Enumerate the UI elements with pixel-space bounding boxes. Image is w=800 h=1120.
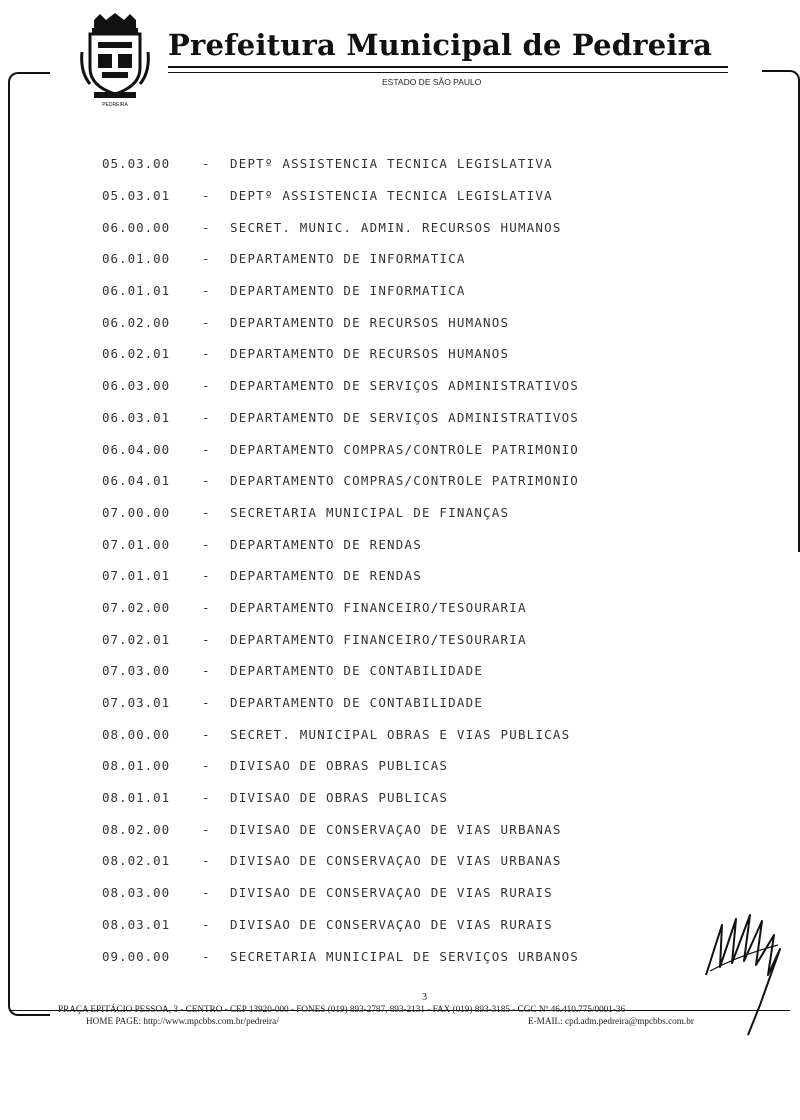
- row-description: DIVISAO DE OBRAS PUBLICAS: [230, 758, 449, 774]
- row-code: 07.01.00: [102, 536, 171, 552]
- list-item: [102, 592, 579, 624]
- list-item: [102, 148, 579, 180]
- row-separator: -: [202, 790, 210, 806]
- row-code: 06.03.01: [102, 409, 171, 425]
- header-rule: [168, 66, 728, 68]
- row-separator: -: [202, 283, 210, 299]
- list-item: [102, 243, 579, 275]
- page-title: Prefeitura Municipal de Pedreira: [168, 28, 713, 62]
- list-item: [102, 655, 579, 687]
- municipal-seal-icon: [80, 12, 150, 108]
- row-description: DEPARTAMENTO FINANCEIRO/TESOURARIA: [230, 631, 527, 647]
- row-separator: -: [202, 821, 210, 837]
- row-code: 08.02.00: [102, 821, 171, 837]
- row-separator: -: [202, 948, 210, 964]
- row-separator: -: [202, 853, 210, 869]
- footer-address: PRAÇA EPITÁCIO PESSOA, 3 - CENTRO - CEP 13920-000 - FONES (019) 893-2787, 893-2131 - FAX (019) 893-3185 - CGC Nº 46.410.775/0001-36: [58, 1004, 626, 1014]
- row-separator: -: [202, 409, 210, 425]
- row-code: 09.00.00: [102, 948, 171, 964]
- row-code: 06.03.00: [102, 378, 171, 394]
- row-separator: -: [202, 916, 210, 932]
- list-item: [102, 845, 579, 877]
- list-item: [102, 718, 579, 750]
- page-frame-left: [8, 72, 50, 1016]
- list-item: [102, 306, 579, 338]
- row-code: 05.03.01: [102, 188, 171, 204]
- row-description: SECRET. MUNICIPAL OBRAS E VIAS PUBLICAS: [230, 726, 571, 742]
- list-item: [102, 211, 579, 243]
- row-description: DEPARTAMENTO DE RECURSOS HUMANOS: [230, 346, 510, 362]
- list-item: [102, 433, 579, 465]
- row-code: 08.03.00: [102, 885, 171, 901]
- row-separator: -: [202, 631, 210, 647]
- list-item: [102, 940, 579, 972]
- row-code: 08.00.00: [102, 726, 171, 742]
- row-description: DEPARTAMENTO DE RENDAS: [230, 536, 422, 552]
- row-code: 07.03.01: [102, 695, 171, 711]
- row-separator: -: [202, 536, 210, 552]
- row-separator: -: [202, 473, 210, 489]
- row-code: 08.02.01: [102, 853, 171, 869]
- row-description: DEPARTAMENTO DE INFORMATICA: [230, 251, 466, 267]
- row-code: 07.02.01: [102, 631, 171, 647]
- row-code: 06.02.01: [102, 346, 171, 362]
- row-separator: -: [202, 504, 210, 520]
- list-item: [102, 750, 579, 782]
- row-code: 08.01.01: [102, 790, 171, 806]
- row-separator: -: [202, 726, 210, 742]
- list-item: [102, 813, 579, 845]
- row-separator: -: [202, 758, 210, 774]
- footer-homepage: HOME PAGE: http://www.mpcbbs.com.br/pedreira/: [86, 1016, 279, 1026]
- row-description: DEPARTAMENTO DE RECURSOS HUMANOS: [230, 314, 510, 330]
- row-separator: -: [202, 663, 210, 679]
- row-code: 07.03.00: [102, 663, 171, 679]
- row-code: 08.01.00: [102, 758, 171, 774]
- list-item: [102, 782, 579, 814]
- row-code: 08.03.01: [102, 916, 171, 932]
- row-code: 06.00.00: [102, 219, 171, 235]
- list-item: [102, 560, 579, 592]
- row-separator: -: [202, 156, 210, 172]
- row-description: DEPTº ASSISTENCIA TECNICA LEGISLATIVA: [230, 188, 553, 204]
- list-item: [102, 370, 579, 402]
- row-separator: -: [202, 346, 210, 362]
- row-description: DEPARTAMENTO FINANCEIRO/TESOURARIA: [230, 599, 527, 615]
- list-item: [102, 338, 579, 370]
- row-separator: -: [202, 599, 210, 615]
- row-separator: -: [202, 188, 210, 204]
- list-item: [102, 877, 579, 909]
- department-list: [102, 148, 579, 972]
- row-code: 06.01.00: [102, 251, 171, 267]
- row-code: 05.03.00: [102, 156, 171, 172]
- row-separator: -: [202, 314, 210, 330]
- footer-email: E-MAIL: cpd.adm.pedreira@mpcbbs.com.br: [528, 1016, 694, 1026]
- row-description: DEPARTAMENTO DE CONTABILIDADE: [230, 663, 484, 679]
- row-description: DIVISAO DE CONSERVAÇAO DE VIAS RURAIS: [230, 916, 553, 932]
- page-frame-right: [762, 70, 800, 552]
- row-description: DEPARTAMENTO DE INFORMATICA: [230, 283, 466, 299]
- row-description: DEPARTAMENTO DE RENDAS: [230, 568, 422, 584]
- row-code: 06.04.00: [102, 441, 171, 457]
- row-description: SECRET. MUNIC. ADMIN. RECURSOS HUMANOS: [230, 219, 562, 235]
- page-subtitle: ESTADO DE SÃO PAULO: [382, 77, 482, 87]
- seal-text: PEDREIRA: [102, 102, 128, 108]
- list-item: [102, 497, 579, 529]
- row-separator: -: [202, 378, 210, 394]
- list-item: [102, 909, 579, 941]
- row-description: DIVISAO DE CONSERVAÇAO DE VIAS URBANAS: [230, 821, 562, 837]
- row-code: 06.04.01: [102, 473, 171, 489]
- row-description: DEPARTAMENTO DE CONTABILIDADE: [230, 695, 484, 711]
- page-number: 3: [422, 992, 427, 1003]
- list-item: [102, 180, 579, 212]
- row-description: DEPTº ASSISTENCIA TECNICA LEGISLATIVA: [230, 156, 553, 172]
- header-rule-thin: [168, 72, 728, 73]
- row-description: DIVISAO DE CONSERVAÇAO DE VIAS RURAIS: [230, 885, 553, 901]
- list-item: [102, 275, 579, 307]
- list-item: [102, 687, 579, 719]
- row-code: 07.01.01: [102, 568, 171, 584]
- row-description: SECRETARIA MUNICIPAL DE SERVIÇOS URBANOS: [230, 948, 580, 964]
- row-description: DIVISAO DE OBRAS PUBLICAS: [230, 790, 449, 806]
- row-separator: -: [202, 695, 210, 711]
- row-code: 07.02.00: [102, 599, 171, 615]
- row-description: DEPARTAMENTO DE SERVIÇOS ADMINISTRATIVOS: [230, 409, 580, 425]
- row-separator: -: [202, 885, 210, 901]
- row-separator: -: [202, 251, 210, 267]
- row-separator: -: [202, 568, 210, 584]
- list-item: [102, 528, 579, 560]
- row-description: SECRETARIA MUNICIPAL DE FINANÇAS: [230, 504, 510, 520]
- list-item: [102, 623, 579, 655]
- row-description: DEPARTAMENTO DE SERVIÇOS ADMINISTRATIVOS: [230, 378, 580, 394]
- list-item: [102, 465, 579, 497]
- row-description: DIVISAO DE CONSERVAÇAO DE VIAS URBANAS: [230, 853, 562, 869]
- row-separator: -: [202, 219, 210, 235]
- row-description: DEPARTAMENTO COMPRAS/CONTROLE PATRIMONIO: [230, 473, 580, 489]
- row-separator: -: [202, 441, 210, 457]
- row-code: 06.02.00: [102, 314, 171, 330]
- row-code: 06.01.01: [102, 283, 171, 299]
- signature-icon: [700, 905, 790, 1045]
- row-description: DEPARTAMENTO COMPRAS/CONTROLE PATRIMONIO: [230, 441, 580, 457]
- list-item: [102, 402, 579, 434]
- row-code: 07.00.00: [102, 504, 171, 520]
